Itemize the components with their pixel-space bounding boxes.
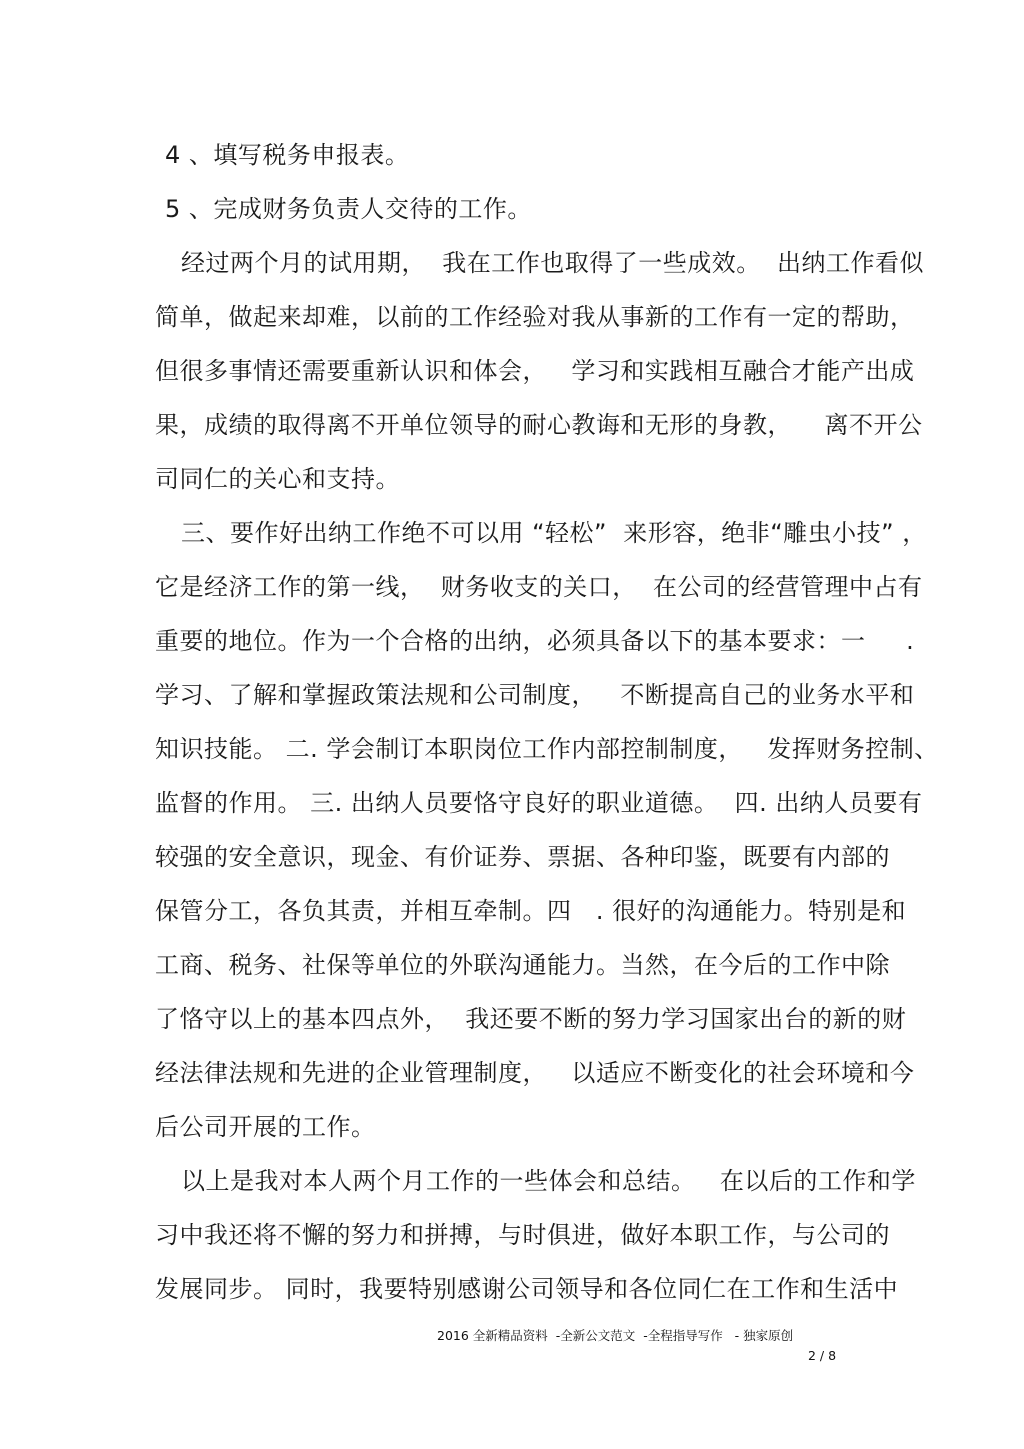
paragraph-line: 简单，做起来却难，以前的工作经验对我从事新的工作有一定的帮助， bbox=[155, 303, 915, 331]
footer-source-text: 2016 全新精品资料 -全新公文范文 -全程指导写作 - 独家原创 bbox=[437, 1328, 794, 1343]
page-number: 2 / 8 bbox=[808, 1348, 837, 1363]
paragraph-line: 较强的安全意识，现金、有价证券、票据、各种印鉴，既要有内部的 bbox=[155, 843, 890, 871]
paragraph-line: 果，成绩的取得离不开单位领导的耐心教诲和无形的身教， 离不开公 bbox=[155, 411, 923, 439]
paragraph-line: 了恪守以上的基本四点外， 我还要不断的努力学习国家出台的新的财 bbox=[155, 1005, 907, 1033]
paragraph-line: 工商、税务、社保等单位的外联沟通能力。当然，在今后的工作中除 bbox=[155, 951, 890, 979]
paragraph-line: 三、要作好出纳工作绝不可以用 “轻松” 来形容，绝非“雕虫小技” ， bbox=[181, 519, 927, 547]
paragraph-line: 但很多事情还需要重新认识和体会， 学习和实践相互融合才能产出成 bbox=[155, 357, 915, 385]
paragraph-line: 习中我还将不懈的努力和拼搏，与时俱进，做好本职工作，与公司的 bbox=[155, 1221, 890, 1249]
paragraph-line: 后公司开展的工作。 bbox=[155, 1113, 376, 1141]
paragraph-line: 保管分工，各负其责，并相互牵制。四 . 很好的沟通能力。特别是和 bbox=[155, 897, 907, 925]
paragraph-line: 监督的作用。 三. 出纳人员要恪守良好的职业道德。 四. 出纳人员要有 bbox=[155, 789, 923, 817]
paragraph-line: 学习、了解和掌握政策法规和公司制度， 不断提高自己的业务水平和 bbox=[155, 681, 915, 709]
page-footer bbox=[0, 1326, 1024, 1386]
paragraph-line: 经过两个月的试用期， 我在工作也取得了一些成效。 出纳工作看似 bbox=[181, 249, 925, 277]
list-item-4: 4 、填写税务申报表。 bbox=[165, 141, 410, 169]
paragraph-line: 重要的地位。作为一个合格的出纳，必须具备以下的基本要求：一 . bbox=[155, 627, 915, 655]
list-item-5: 5 、完成财务负责人交待的工作。 bbox=[165, 195, 532, 223]
paragraph-line: 发展同步。 同时，我要特别感谢公司领导和各位同仁在工作和生活中 bbox=[155, 1275, 899, 1303]
paragraph-line: 经法律法规和先进的企业管理制度， 以适应不断变化的社会环境和今 bbox=[155, 1059, 915, 1087]
paragraph-line: 它是经济工作的第一线， 财务收支的关口， 在公司的经营管理中占有 bbox=[155, 573, 923, 601]
paragraph-line: 以上是我对本人两个月工作的一些体会和总结。 在以后的工作和学 bbox=[181, 1167, 916, 1195]
paragraph-line: 知识技能。 二. 学会制订本职岗位工作内部控制制度， 发挥财务控制、 bbox=[155, 735, 939, 763]
paragraph-line: 司同仁的关心和支持。 bbox=[155, 465, 400, 493]
